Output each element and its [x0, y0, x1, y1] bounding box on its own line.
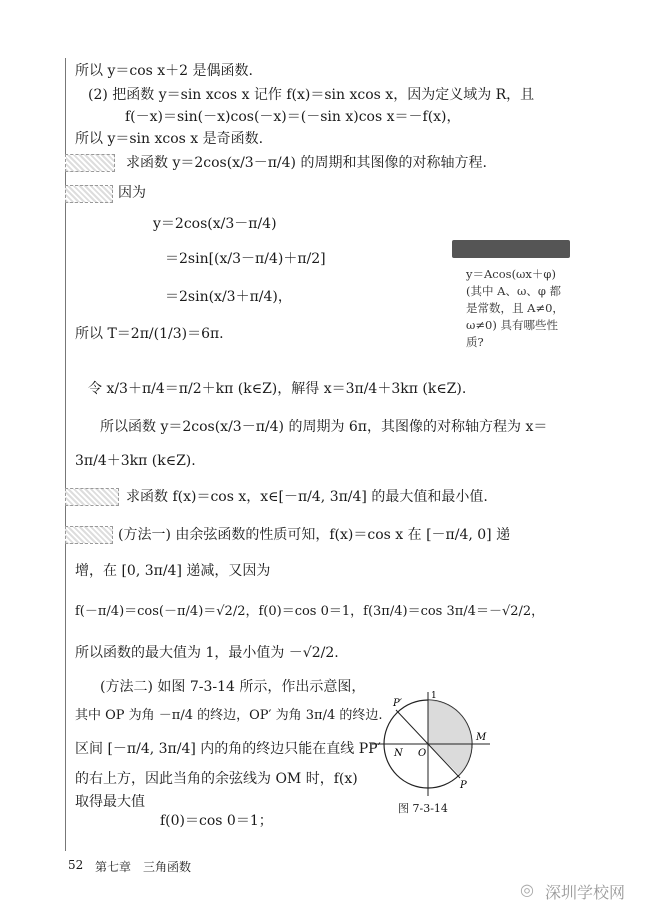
equation-line: f(－π/4)＝cos(－π/4)＝√2/2，f(0)＝cos 0＝1，f(3π/4)＝cos 3π/4＝－√2/2， [75, 604, 545, 619]
text-line: 所以函数的最大值为 1，最小值为 －√2/2. [75, 645, 339, 661]
side-note-text: y＝Acos(ωx＋φ) (其中 A、ω、φ 都是常数，且 A≠0，ω≠0) 具有哪些性质? [466, 267, 564, 349]
text-line: 3π/4＋3kπ (k∈Z). [75, 453, 196, 469]
text-line: 区间 [－π/4, 3π/4] 内的角的终边只能在直线 PP′ [75, 741, 381, 757]
example-label [65, 488, 119, 506]
chapter-title: 第七章 三角函数 [95, 860, 192, 874]
text-line: (2) 把函数 y＝sin xcos x 记作 f(x)＝sin xcos x，因为定义域为 R，且 [88, 87, 535, 103]
text-line: 所以 y＝cos x＋2 是偶函数. [75, 63, 253, 79]
label-one: 1 [431, 691, 437, 701]
example-3-statement: 求函数 y＝2cos(x/3－π/4) 的周期和其图像的对称轴方程. [126, 155, 487, 171]
label-o: O [418, 748, 427, 759]
equation-line: y＝2cos(x/3－π/4) [153, 216, 277, 232]
margin-rule [65, 58, 66, 851]
solution-label [65, 185, 113, 203]
label-m: M [476, 732, 487, 743]
unit-circle-figure [368, 688, 498, 800]
solution-label [65, 526, 113, 544]
example-4-statement: 求函数 f(x)＝cos x，x∈[－π/4, 3π/4] 的最大值和最小值. [126, 489, 488, 505]
text-line: f(－x)＝sin(－x)cos(－x)＝(－sin x)cos x＝－f(x)， [125, 109, 461, 125]
text-line: (方法一) 由余弦函数的性质可知，f(x)＝cos x 在 [－π/4, 0] 递 [118, 527, 511, 543]
page-number: 52 [68, 858, 84, 872]
text-line: 其中 OP 为角 －π/4 的终边，OP′ 为角 3π/4 的终边. [75, 708, 383, 723]
text-line: 取得最大值 [75, 794, 145, 810]
text-line: 的右上方，因此当角的余弦线为 OM 时，f(x) [75, 771, 358, 787]
text-line: 因为 [118, 185, 146, 201]
text-line: 所以 y＝sin xcos x 是奇函数. [75, 131, 264, 147]
text-line: 所以函数 y＝2cos(x/3－π/4) 的周期为 6π，其图像的对称轴方程为 x＝ [100, 419, 548, 435]
equation-line: ＝2sin(x/3＋π/4)， [165, 289, 292, 305]
example-label [65, 154, 115, 172]
text-line: 增，在 [0, 3π/4] 递减，又因为 [75, 563, 271, 579]
label-p-prime: P′ [393, 698, 402, 709]
side-note [452, 240, 570, 351]
equation-line: f(0)＝cos 0＝1； [160, 813, 273, 829]
label-p: P [460, 780, 467, 791]
shaded-region [428, 700, 472, 775]
text-line: (方法二) 如图 7-3-14 所示，作出示意图， [100, 679, 366, 695]
label-n: N [394, 748, 403, 759]
text-line: 令 x/3＋π/4＝π/2＋kπ (k∈Z)，解得 x＝3π/4＋3kπ (k∈Z). [88, 381, 467, 397]
figure-caption: 图 7-3-14 [398, 802, 448, 815]
watermark-icon: ◎ [520, 880, 534, 899]
watermark-text: 深圳学校网 [545, 883, 626, 902]
equation-line: ＝2sin[(x/3－π/4)＋π/2] [165, 251, 326, 267]
equation-line: 所以 T＝2π/(1/3)＝6π. [75, 326, 224, 342]
side-note-header [452, 240, 570, 258]
